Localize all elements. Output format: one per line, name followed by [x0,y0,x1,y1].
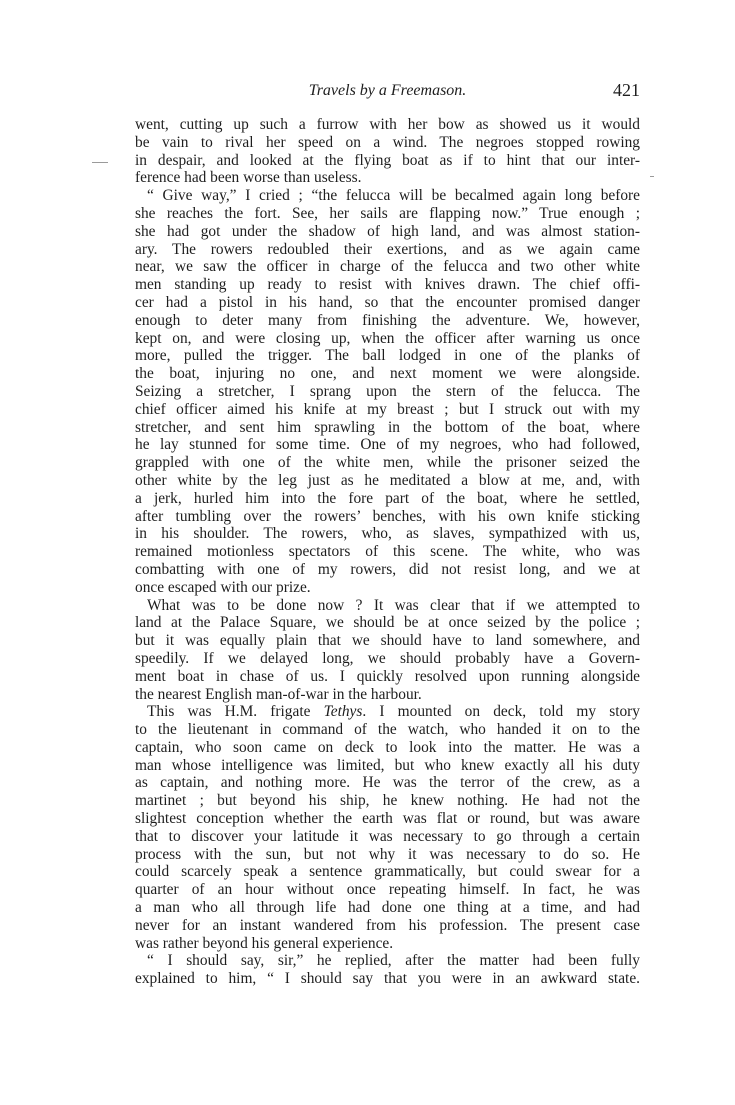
running-header [135,78,640,106]
text-line: land at the Palace Square, we should be at once seized by the police ; [135,614,640,632]
margin-rule-left [92,162,108,163]
text-line: What was to be done now ? It was clear that if we attempted to [147,596,640,614]
text-line: be vain to rival her speed on a wind. The negroes stopped rowing [135,133,640,151]
text-line: stretcher, and sent him sprawling in the bottom of the boat, where [135,418,640,436]
text-line: went, cutting up such a furrow with her bow as showed us it would [135,116,640,133]
text-line: “ Give way,” I cried ; “the felucca will be becalmed again long before [147,187,640,205]
text-line: “ I should say, sir,” he replied, after the matter had been fully [147,952,640,970]
running-title: Travels by a Freemason. [308,82,467,99]
margin-rule-right [650,176,654,177]
text-line: men standing up ready to resist with knives drawn. The chief offi- [135,276,640,294]
text-line: but it was equally plain that we should have to land somewhere, and [135,632,640,650]
text-line: cer had a pistol in his hand, so that the encounter promised danger [135,293,640,311]
text-line: enough to deter many from finishing the adventure. We, however, [135,311,640,329]
text-line: once escaped with our prize. [135,578,311,596]
text-line: Seizing a stretcher, I sprang upon the stern of the felucca. The [135,382,640,400]
body-text [135,116,640,988]
text-line: martinet ; but beyond his ship, he knew nothing. He had not the [135,792,640,810]
text-line: ary. The rowers redoubled their exertions, and as we again came [135,240,640,258]
text-line: grappled with one of the white men, while the prisoner seized the [135,454,640,472]
text-line: ment boat in chase of us. I quickly resolved upon running alongside [135,667,640,685]
text-line: near, we saw the officer in charge of the felucca and two other white [135,258,640,276]
text-line: man whose intelligence was limited, but who knew exactly all his duty [135,756,640,774]
text-line: more, pulled the trigger. The ball lodged in one of the planks of [135,347,640,365]
text-line: quarter of an hour without once repeating himself. In fact, he was [135,881,640,899]
text-line: the nearest English man-of-war in the harbour. [135,685,422,703]
text-line: remained motionless spectators of this scene. The white, who was [135,543,640,561]
text-line: she reaches the fort. See, her sails are flapping now.” True enough ; [135,204,640,222]
text-line: that to discover your latitude it was necessary to go through a certain [135,827,640,845]
text-line: This was H.M. frigate Tethys. I mounted on deck, told my story [147,703,641,721]
text-line: was rather beyond his general experience. [135,934,394,952]
text-line: ference had been worse than useless. [135,169,362,187]
text-line: after tumbling over the rowers’ benches, with his own knife sticking [135,507,640,525]
text-line: slightest conception whether the earth was flat or round, but was aware [135,810,640,828]
text-line: combatting with one of my rowers, did not resist long, and we at [135,560,640,578]
text-line: never for an instant wandered from his profession. The present case [135,916,640,934]
text-line: captain, who soon came on deck to look into the matter. He was a [135,738,640,756]
text-line: chief officer aimed his knife at my breast ; but I struck out with my [135,400,640,418]
page-number: 421 [613,80,640,100]
text-line: explained to him, “ I should say that you were in an awkward state. [135,970,640,988]
text-line: in despair, and looked at the flying boat as if to hint that our inter- [135,151,640,169]
text-line: the boat, injuring no one, and next moment we were alongside. [135,365,640,383]
text-line: in his shoulder. The rowers, who, as slaves, sympathized with us, [135,525,640,543]
text-line: speedily. If we delayed long, we should probably have a Govern- [135,649,640,667]
text-line: kept on, and were closing up, when the officer after warning us once [135,329,640,347]
text-line: could scarcely speak a sentence grammatically, but could swear for a [135,863,640,881]
text-line: a jerk, hurled him into the fore part of the boat, where he settled, [135,489,640,507]
text-line: he lay stunned for some time. One of my negroes, who had followed, [135,436,640,454]
text-line: as captain, and nothing more. He was the terror of the crew, as a [135,774,640,792]
text-line: other white by the leg just as he meditated a blow at me, and, with [135,471,640,489]
text-line: a man who all through life had done one thing at a time, and had [135,899,640,917]
ship-name: Tethys [323,703,363,721]
text-line: she had got under the shadow of high land, and was almost station- [135,222,640,240]
text-line: to the lieutenant in command of the watch, who handed it on to the [135,721,640,739]
text-line: process with the sun, but not why it was necessary to do so. He [135,845,640,863]
